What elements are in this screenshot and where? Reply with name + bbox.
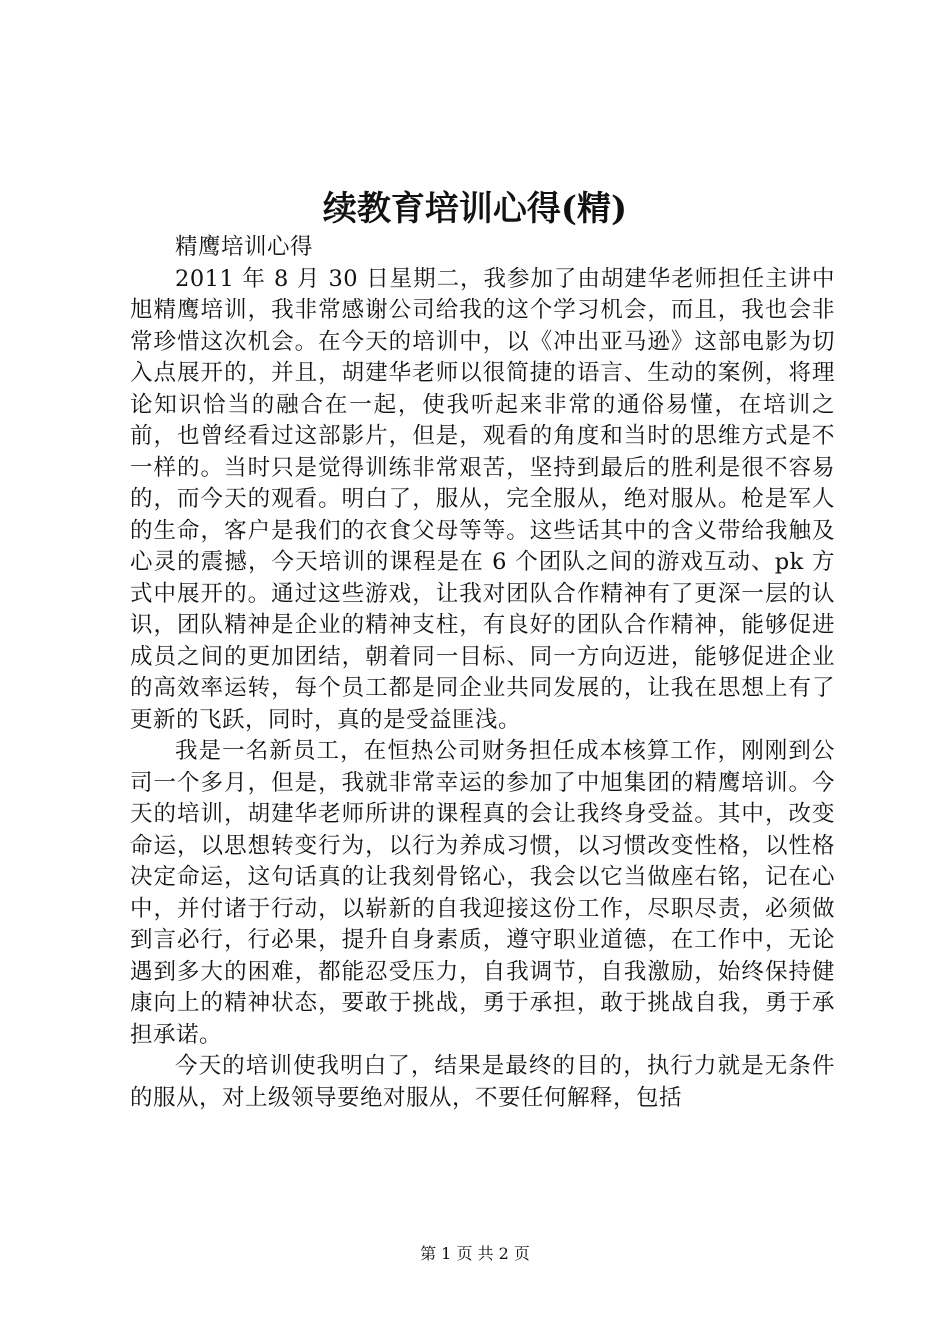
paragraph-3: 今天的培训使我明白了，结果是最终的目的，执行力就是无条件的服从，对上级领导要绝对服从，不要任何解释，包括	[130, 1053, 835, 1111]
document-subtitle: 精鹰培训心得	[175, 234, 314, 260]
paragraph-1: 2011 年 8 月 30 日星期二，我参加了由胡建华老师担任主讲中旭精鹰培训，我非常感谢公司给我的这个学习机会，而且，我也会非常珍惜这次机会。在今天的培训中，以《冲出亚马逊》这部电影为切入点展开的，并且，胡建华老师以很简捷的语言、生动的案例，将理论知识恰当的融合在一起，使我听起来非常的通俗易懂，在培训之前，也曾经看过这部影片，但是，观看的角度和当时的思维方式是不一样的。当时只是觉得训练非常艰苦，坚持到最后的胜利是很不容易的，而今天的观看。明白了，服从，完全服从，绝对服从。枪是军人的生命，客户是我们的衣食父母等等。这些话其中的含义带给我触及心灵的震撼，今天培训的课程是在 6 个团队之间的游戏互动、pk 方式中展开的。通过这些游戏，让我对团队合作精神有了更深一层的认识，团队精神是企业的精神支柱，有良好的团队合作精神，能够促进成员之间的更加团结，朝着同一目标、同一方向迈进，能够促进企业的高效率运转，每个员工都是同企业共同发展的，让我在思想上有了更新的飞跃，同时，真的是受益匪浅。	[130, 265, 835, 733]
document-body	[130, 232, 835, 1114]
paragraph-2: 我是一名新员工，在恒热公司财务担任成本核算工作，刚刚到公司一个多月，但是，我就非常幸运的参加了中旭集团的精鹰培训。今天的培训，胡建华老师所讲的课程真的会让我终身受益。其中，改变命运，以思想转变行为，以行为养成习惯，以习惯改变性格，以性格决定命运，这句话真的让我刻骨铭心，我会以它当做座右铭，记在心中，并付诸于行动，以崭新的自我迎接这份工作，尽职尽责，必须做到言必行，行必果，提升自身素质，遵守职业道德，在工作中，无论遇到多大的困难，都能忍受压力，自我调节，自我激励，始终保持健康向上的精神状态，要敢于挑战，勇于承担，敢于挑战自我，勇于承担承诺。	[130, 738, 835, 1048]
page-footer: 第 1 页 共 2 页	[420, 1244, 530, 1263]
document-title: 续教育培训心得(精)	[322, 189, 628, 229]
